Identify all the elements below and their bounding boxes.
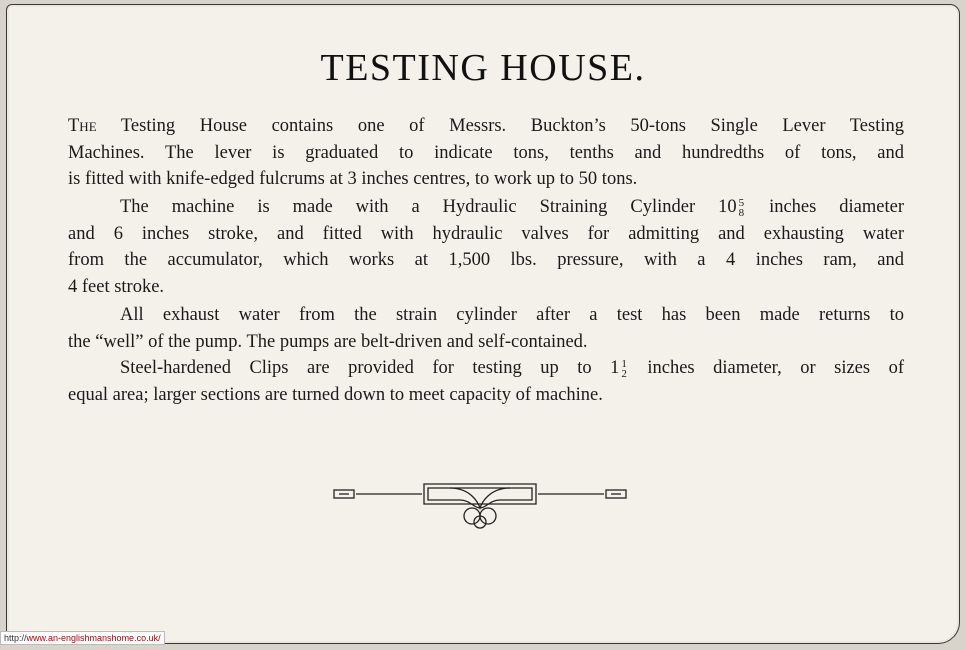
line-text: inches diameter, or sizes of [647, 358, 904, 378]
fraction-numerator: 1 [621, 357, 627, 370]
url-link[interactable]: www.an-englishmanshome.co.uk/ [26, 633, 161, 643]
fraction [739, 198, 745, 218]
paragraph-line: All exhaust water from the strain cylinder after a test has been made returns to [120, 305, 904, 325]
page-title: TESTING HOUSE. [320, 47, 646, 89]
fraction-denominator: 8 [738, 206, 745, 219]
paragraph-line: Machines. The lever is graduated to indicate tons, tenths and hundredths of tons, and [68, 142, 904, 163]
line-text: The machine is made with a Hydraulic Straining Cylinder 10 [120, 197, 737, 217]
fraction-denominator: 2 [621, 367, 627, 380]
paragraph-line: the “well” of the pump. The pumps are belt-driven and self-contained. [68, 331, 588, 352]
paragraph-1 [68, 113, 904, 193]
paragraph-line: from the accumulator, which works at 1,500 lbs. pressure, with a 4 inches ram, and [68, 250, 904, 271]
line-text: Steel-hardened Clips are provided for testing up to 1 [120, 358, 620, 378]
paragraph-line [68, 113, 904, 140]
decorative-divider [330, 478, 630, 534]
watermark-url[interactable] [0, 631, 165, 645]
line-text: Testing House contains one of Messrs. Buckton’s 50-tons Single Lever Testing [120, 116, 904, 136]
paragraph-2 [68, 194, 904, 300]
url-prefix: http:// [4, 633, 27, 643]
line-text: inches diameter [769, 197, 904, 217]
paragraph-4 [68, 355, 904, 408]
paragraph-line: and 6 inches stroke, and fitted with hydraulic valves for admitting and exhausting water [68, 223, 904, 244]
paragraph-line [68, 355, 904, 382]
dropcap-word: The [68, 116, 97, 136]
paragraph-line [68, 194, 904, 221]
fraction-numerator: 5 [738, 196, 745, 209]
paragraph-line: 4 feet stroke. [68, 276, 165, 297]
paragraph-line: equal area; larger sections are turned down to meet capacity of machine. [68, 384, 603, 405]
fraction [621, 359, 627, 379]
paragraph-line: is fitted with knife-edged fulcrums at 3 inches centres, to work up to 50 tons. [68, 169, 638, 190]
paragraph-3 [68, 302, 904, 355]
